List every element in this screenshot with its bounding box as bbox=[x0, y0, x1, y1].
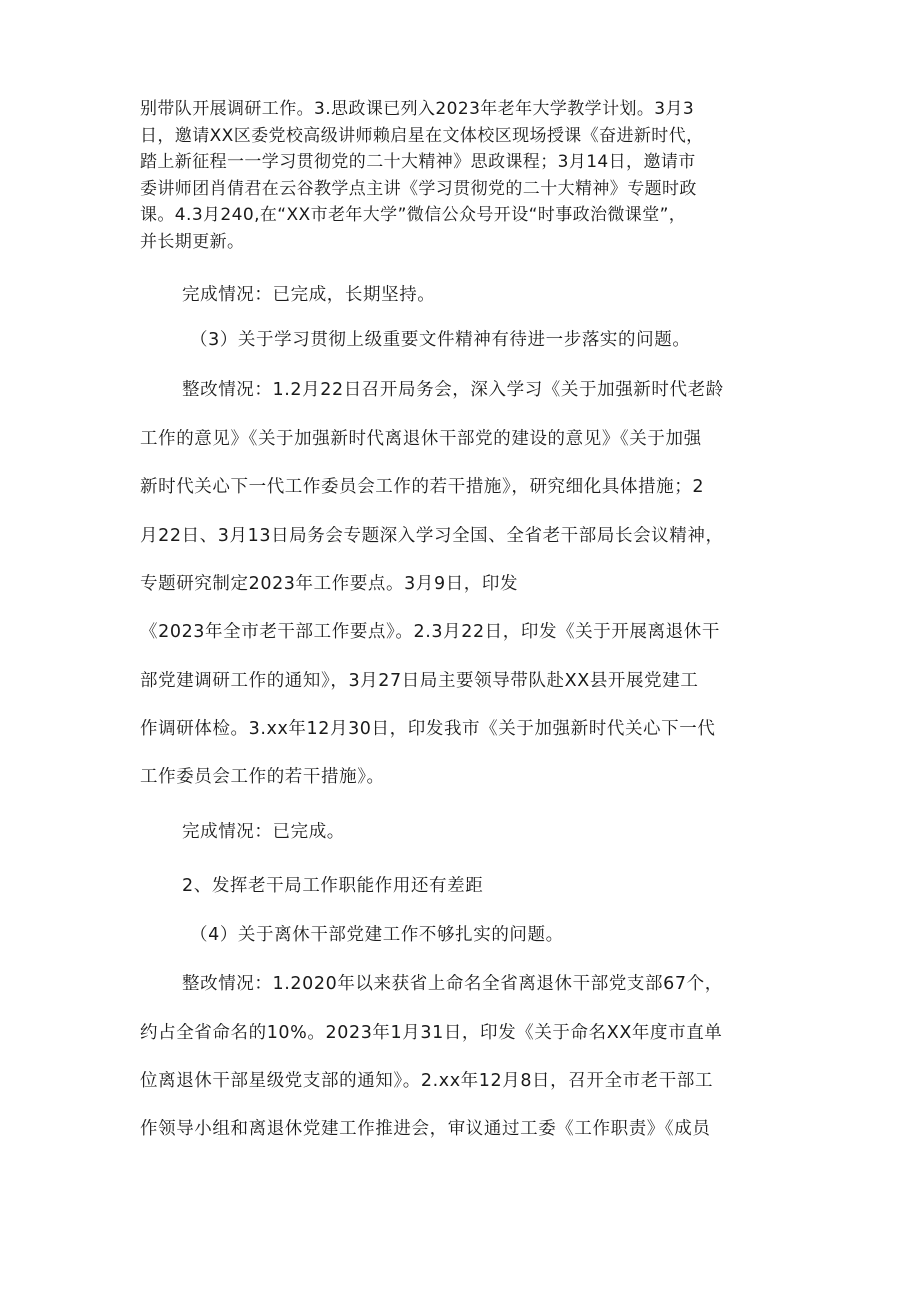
text-line: 课。4.3月240,在“XX市老年大学”微信公众号开设“时事政治微课堂”， bbox=[140, 205, 687, 225]
text-line: 别带队开展调研工作。3.思政课已列入2023年老年大学教学计划。3月3 bbox=[140, 99, 695, 119]
text-line: 专题研究制定2023年工作要点。3月9日，印发 bbox=[140, 574, 519, 594]
text-line: 整改情况：1.2月22日召开局务会，深入学习《关于加强新时代老龄 bbox=[182, 380, 724, 400]
completion-status: 完成情况：已完成。 bbox=[182, 822, 345, 842]
section-heading: 2、发挥老干局工作职能作用还有差距 bbox=[182, 876, 484, 896]
text-line: 踏上新征程一一学习贯彻党的二十大精神》思政课程；3月14日，邀请市 bbox=[140, 152, 696, 172]
completion-status: 完成情况：已完成，长期坚持。 bbox=[182, 285, 436, 305]
paragraph-continued bbox=[140, 96, 800, 255]
text-line: 《2023年全市老干部工作要点》。2.3月22日，印发《关于开展离退休干 bbox=[140, 622, 720, 642]
text-line: 位离退休干部星级党支部的通知》。2.xx年12月8日，召开全市老干部工 bbox=[140, 1071, 714, 1091]
text-line: 约占全省命名的10%。2023年1月31日，印发《关于命名XX年度市直单 bbox=[140, 1023, 723, 1043]
issue-heading: （3）关于学习贯彻上级重要文件精神有待进一步落实的问题。 bbox=[190, 330, 691, 350]
text-line: 作调研体检。3.xx年12月30日，印发我市《关于加强新时代关心下一代 bbox=[140, 719, 716, 739]
text-line: 部党建调研工作的通知》，3月27日局主要领导带队赴XX县开展党建工 bbox=[140, 671, 699, 691]
text-line: 工作委员会工作的若干措施》。 bbox=[140, 767, 385, 787]
text-line: 日，邀请XX区委党校高级讲师赖启星在文体校区现场授课《奋进新时代， bbox=[140, 125, 704, 146]
text-line: 作领导小组和离退休党建工作推进会，审议通过工委《工作职责》《成员 bbox=[140, 1119, 711, 1139]
text-line: 整改情况：1.2020年以来获省上命名全省离退休干部党支部67个， bbox=[182, 974, 723, 994]
issue-heading: （4）关于离休干部党建工作不够扎实的问题。 bbox=[190, 925, 564, 945]
text-line: 月22日、3月13日局务会专题深入学习全国、全省老干部局长会议精神， bbox=[140, 526, 724, 546]
text-line: 并长期更新。 bbox=[140, 231, 245, 252]
text-line: 委讲师团肖倩君在云谷教学点主讲《学习贯彻党的二十大精神》专题时政 bbox=[140, 178, 697, 199]
text-line: 工作的意见》《关于加强新时代离退休干部党的建设的意见》《关于加强 bbox=[140, 429, 702, 449]
text-line: 新时代关心下一代工作委员会工作的若干措施》，研究细化具体措施；2 bbox=[140, 477, 705, 497]
